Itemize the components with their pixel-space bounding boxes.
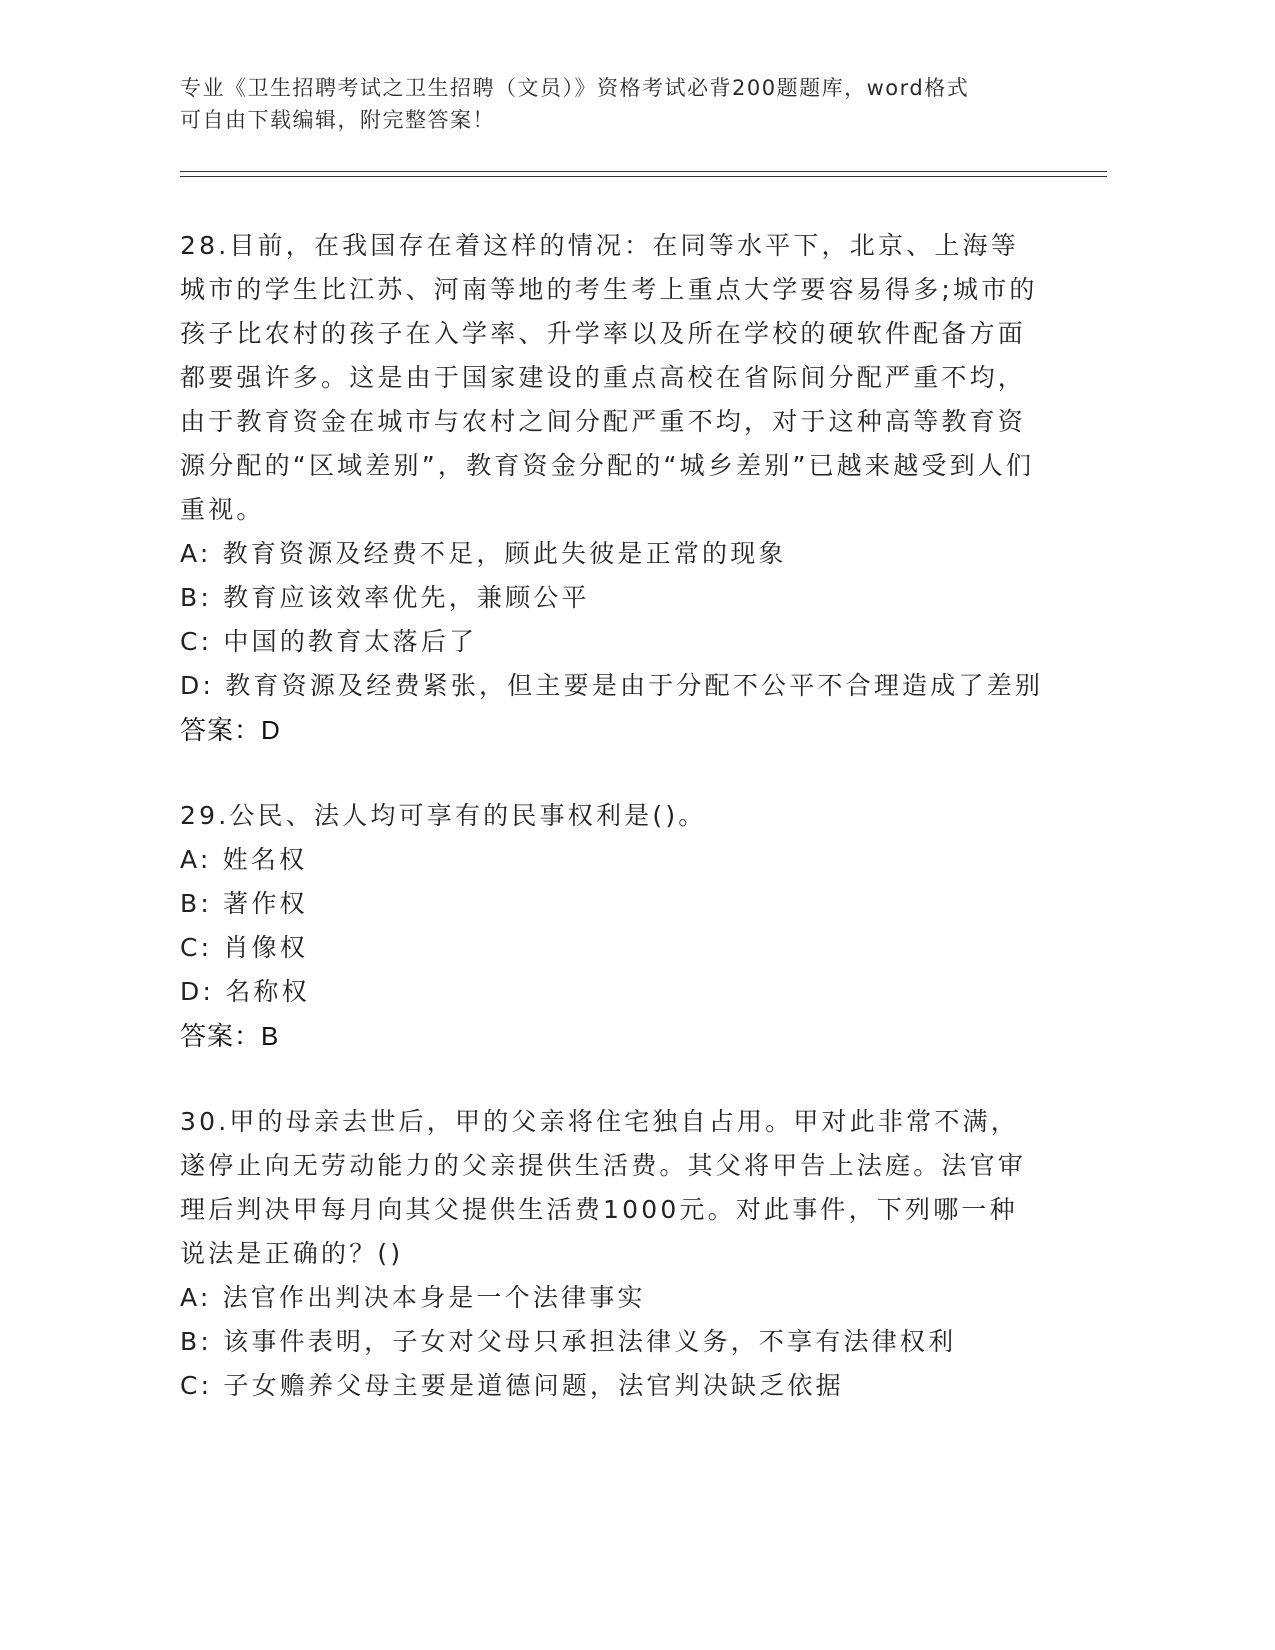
question-stem: 30.甲的母亲去世后，甲的父亲将住宅独自占用。甲对此非常不满，遂停止向无劳动能力的父亲提供生活费。其父将甲告上法庭。法官审理后判决甲每月向其父提供生活费1000元。对此事件，下列哪一种说法是正确的？() [180, 1107, 1027, 1268]
question-stem: 29.公民、法人均可享有的民事权利是()。 [180, 801, 707, 830]
option-a: A: 法官作出判决本身是一个法律事实 [180, 1283, 646, 1312]
header-line-2: 可自由下载编辑，附完整答案！ [180, 108, 495, 132]
option-c: C: 子女赡养父母主要是道德问题，法官判决缺乏依据 [180, 1371, 844, 1400]
option-b: B: 教育应该效率优先，兼顾公平 [180, 583, 590, 612]
question-list [180, 224, 1044, 1450]
option-a: A: 姓名权 [180, 845, 308, 874]
header-line-1: 专业《卫生招聘考试之卫生招聘（文员）》资格考试必背200题题库，word格式 [180, 76, 970, 100]
question-stem: 28.目前，在我国存在着这样的情况：在同等水平下，北京、上海等城市的学生比江苏、河南等地的考生考上重点大学要容易得多;城市的孩子比农村的孩子在入学率、升学率以及所在学校的硬软件配备方面都要强许多。这是由于国家建设的重点高校在省际间分配严重不均，由于教育资金在城市与农村之间分配严重不均，对于这种高等教育资源分配的“区域差别”，教育资金分配的“城乡差别”已越来越受到人们重视。 [180, 231, 1038, 524]
header-divider-top [180, 171, 1107, 172]
option-b: B: 该事件表明，子女对父母只承担法律义务，不享有法律权利 [180, 1327, 957, 1356]
option-d: D: 教育资源及经费紧张，但主要是由于分配不公平不合理造成了差别 [180, 671, 1044, 700]
question-30 [180, 1100, 1040, 1408]
option-c: C: 肖像权 [180, 933, 309, 962]
answer-label: 答案：D [180, 715, 281, 745]
question-29 [180, 794, 1040, 1058]
document-header [180, 72, 1040, 136]
header-divider-bottom [180, 176, 1107, 177]
option-c: C: 中国的教育太落后了 [180, 627, 478, 656]
option-b: B: 著作权 [180, 889, 308, 918]
answer-label: 答案：B [180, 1021, 280, 1051]
question-28 [180, 224, 1044, 752]
option-d: D: 名称权 [180, 977, 310, 1006]
option-a: A: 教育资源及经费不足，顾此失彼是正常的现象 [180, 539, 787, 568]
